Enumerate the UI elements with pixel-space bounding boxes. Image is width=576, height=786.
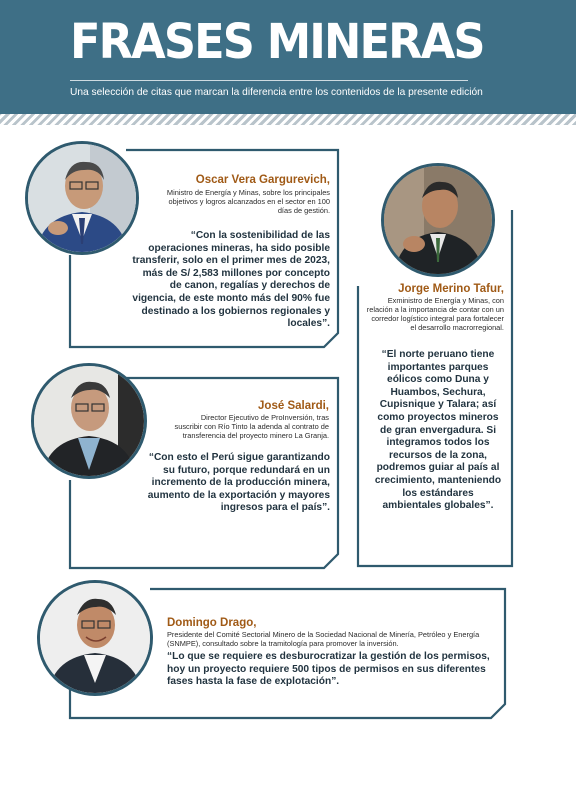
quote-domingo-drago: “Lo que se requiere es desburocratizar la gestión de los permisos, hoy un proyecto requiere 500 tipos de permisos en sus diferentes fases hasta la fase de explotación”. bbox=[167, 651, 490, 688]
header-band bbox=[0, 0, 576, 114]
avatar-oscar-vera bbox=[25, 141, 139, 255]
name-jose-salardi: José Salardi, bbox=[258, 400, 329, 412]
avatar-jorge-merino bbox=[381, 163, 495, 277]
name-oscar-vera: Oscar Vera Gargurevich, bbox=[195, 174, 330, 186]
avatar-jose-salardi bbox=[31, 363, 147, 479]
quote-jorge-merino: “El norte peruano tiene importantes parques eólicos como Duna y Huambos, Sechura, Cupisnique y Talara; así como proyectos mineros de gran envergadura. Si integramos todos los recursos de la zona, podremos guiar al país al crecimiento, manteniendo los estándares ambientales globales”. bbox=[374, 349, 502, 512]
quote-jose-salardi: “Con esto el Perú sigue garantizando su futuro, porque redundará en un incremento de la producción minera, aumento de la exportación y mayores ingresos para el país”. bbox=[147, 452, 330, 514]
avatar-domingo-drago bbox=[37, 580, 153, 696]
role-oscar-vera: Ministro de Energía y Minas, sobre los principales objetivos y logros alcanzados en el sector en 100 días de gestión. bbox=[166, 188, 330, 215]
diagonal-stripe-band bbox=[0, 114, 576, 125]
role-domingo-drago: Presidente del Comité Sectorial Minero de la Sociedad Nacional de Minería, Petróleo y Energía (SNMPE), consultado sobre la tramitología para promover la inversión. bbox=[167, 630, 480, 648]
page-title: FRASES MINERAS bbox=[70, 14, 484, 70]
quote-oscar-vera: “Con la sostenibilidad de las operaciones mineras, ha sido posible transferir, solo en el primer mes de 2023, más de S/ 2,583 millones por concepto de canon, regalías y derechos de vigencia, de este monto más del 90% fue destinado a los gobiernos regionales y locales”. bbox=[132, 230, 330, 330]
title-divider bbox=[70, 80, 468, 81]
page-subtitle: Una selección de citas que marcan la diferencia entre los contenidos de la presente edición bbox=[70, 87, 483, 98]
name-jorge-merino: Jorge Merino Tafur, bbox=[398, 283, 504, 295]
role-jorge-merino: Exministro de Energía y Minas, con relación a la importancia de contar con un corredor logístico integral para fortalecer el desarrollo macrorregional. bbox=[366, 296, 504, 332]
name-domingo-drago: Domingo Drago, bbox=[167, 617, 257, 629]
role-jose-salardi: Director Ejecutivo de ProInversión, tras suscribir con Río Tinto la adenda al contrato de transferencia del proyecto minero La Granja. bbox=[174, 413, 329, 440]
